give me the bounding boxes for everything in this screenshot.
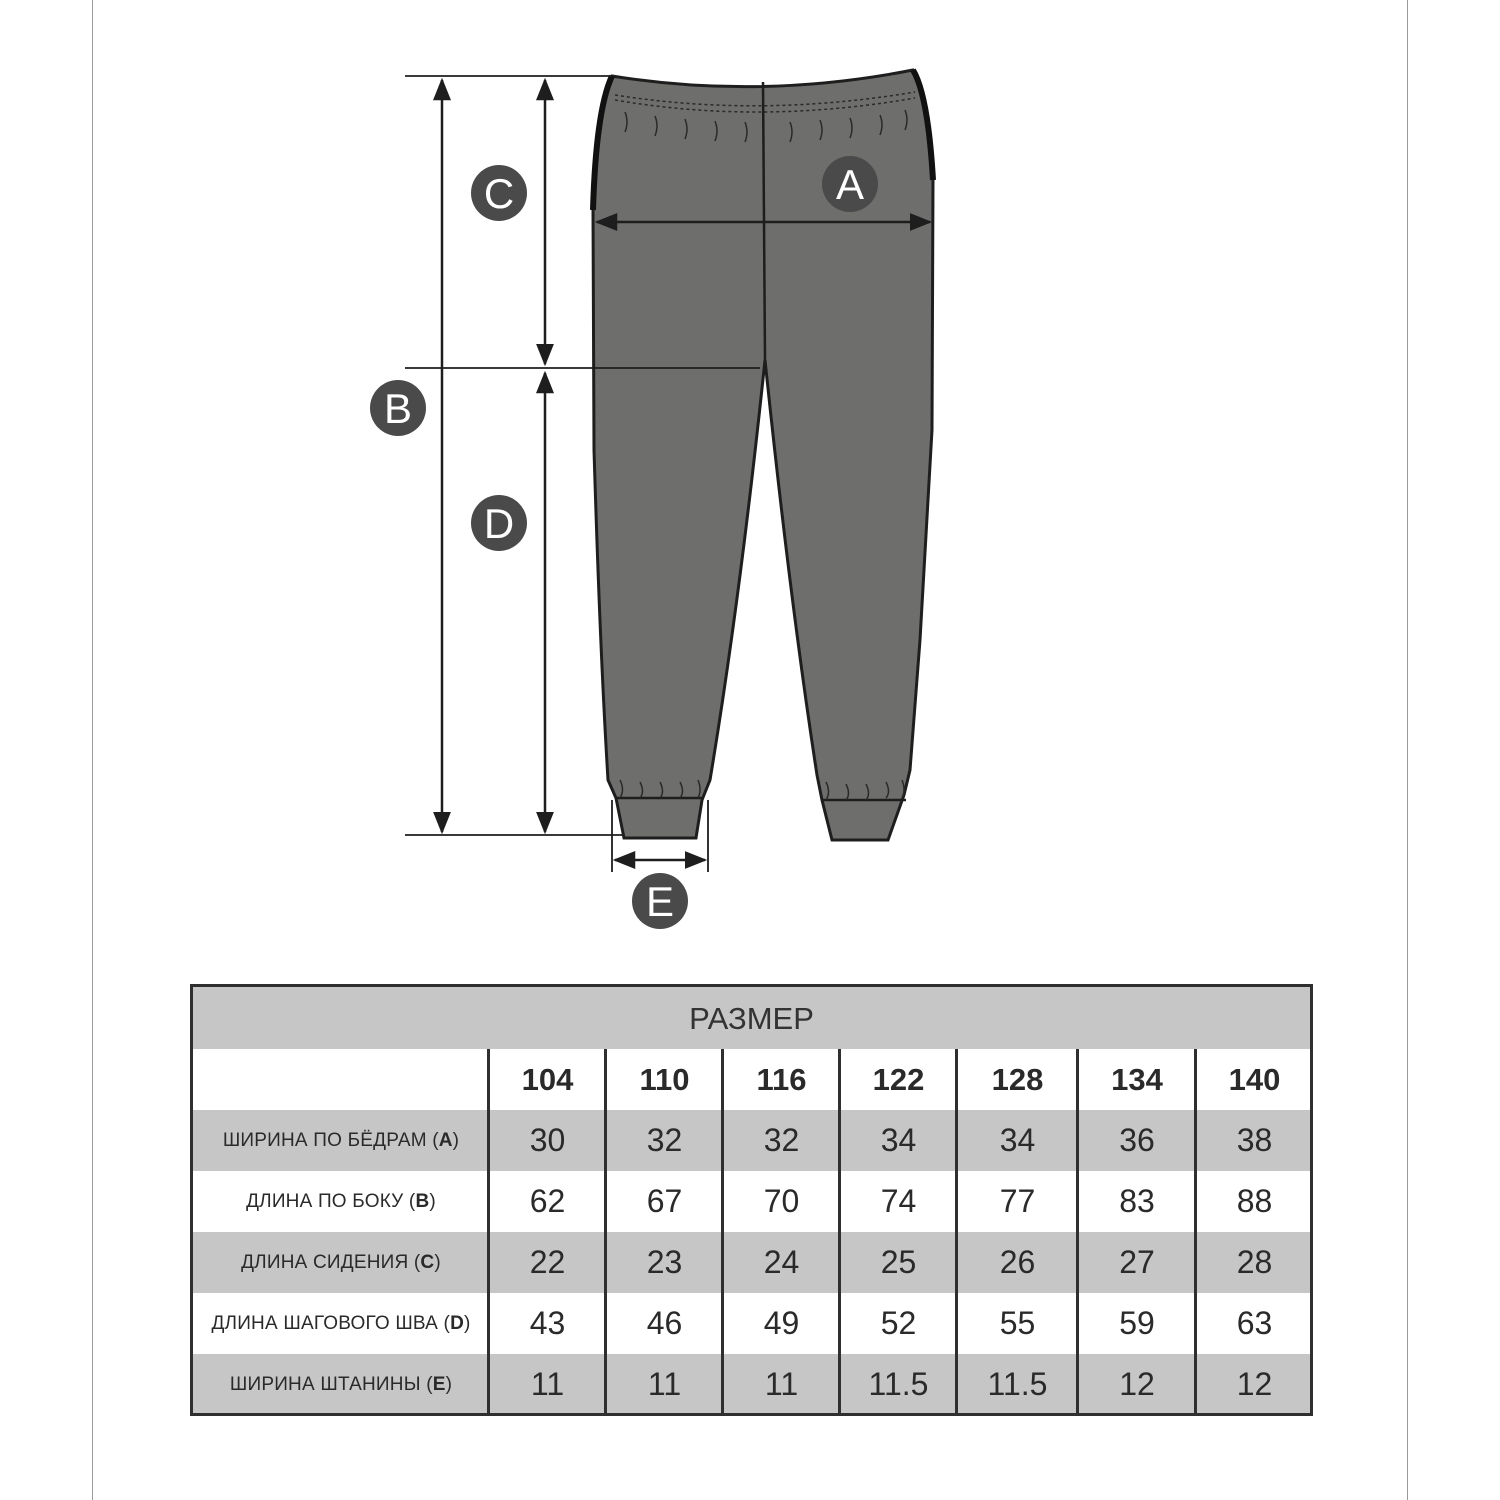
row-label: ДЛИНА ШАГОВОГО ШВА ( D ) — [211, 1312, 471, 1334]
value-cell: 55 — [999, 1305, 1036, 1341]
row-label-text: ШИРИНА ШТАНИНЫ — [229, 1373, 421, 1395]
value-cell: 11 — [764, 1366, 799, 1402]
value-cell: 77 — [999, 1183, 1036, 1219]
value-cell: 11.5 — [868, 1366, 929, 1402]
value-cell: 11.5 — [987, 1366, 1048, 1402]
value-cell: 24 — [763, 1244, 800, 1280]
value-cell: 74 — [880, 1183, 917, 1219]
row-label-text: ДЛИНА ШАГОВОГО ШВА — [211, 1312, 439, 1334]
value-cell: 11 — [530, 1366, 565, 1402]
value-cell: 59 — [1119, 1305, 1155, 1341]
badge-d — [471, 495, 527, 551]
column-divider — [487, 1049, 490, 1416]
size-header-cell: 128 — [991, 1061, 1044, 1097]
value-cell: 46 — [646, 1305, 683, 1341]
table-title: РАЗМЕР — [193, 987, 1310, 1049]
value-cell: 34 — [880, 1122, 917, 1158]
row-label-text: ШИРИНА ПО БЁДРАМ — [222, 1129, 427, 1151]
table-row — [193, 1171, 1310, 1232]
size-header-cell: 110 — [639, 1061, 690, 1097]
value-cell: 28 — [1236, 1244, 1273, 1280]
value-cell: 49 — [763, 1305, 800, 1341]
size-header-cell: 116 — [756, 1061, 807, 1097]
size-header-row — [193, 1049, 1310, 1110]
value-cell: 67 — [646, 1183, 683, 1219]
size-header-cell: 140 — [1228, 1061, 1281, 1097]
row-label-code: B — [415, 1190, 430, 1212]
badge-c — [471, 165, 527, 221]
value-cell: 36 — [1119, 1122, 1155, 1158]
value-cell: 12 — [1236, 1366, 1273, 1402]
badge-a — [822, 156, 878, 212]
value-cell: 43 — [529, 1305, 566, 1341]
size-header-cell: 104 — [521, 1061, 574, 1097]
row-label: ШИРИНА ШТАНИНЫ ( E ) — [229, 1373, 453, 1395]
table-row — [193, 1232, 1310, 1293]
row-label-text: ДЛИНА ПО БОКУ — [246, 1190, 404, 1212]
badge-e-text: E — [645, 878, 675, 925]
row-label: ДЛИНА ПО БОКУ ( B ) — [246, 1190, 436, 1212]
size-header-cell: 122 — [872, 1061, 925, 1097]
size-header-cell: 134 — [1111, 1061, 1163, 1097]
row-label-code: A — [438, 1129, 453, 1151]
badge-a-text: A — [835, 161, 865, 208]
pants-illustration — [593, 70, 933, 840]
row-label-code: D — [450, 1312, 464, 1334]
value-cell: 34 — [999, 1122, 1036, 1158]
badge-c-text: C — [483, 170, 515, 217]
column-divider — [721, 1049, 724, 1416]
value-cell: 12 — [1119, 1366, 1155, 1402]
value-cell: 63 — [1236, 1305, 1273, 1341]
row-label: ДЛИНА СИДЕНИЯ ( C ) — [241, 1251, 441, 1273]
value-cell: 62 — [529, 1183, 566, 1219]
value-cell: 26 — [999, 1244, 1036, 1280]
value-cell: 38 — [1236, 1122, 1273, 1158]
column-divider — [955, 1049, 958, 1416]
value-cell: 52 — [880, 1305, 917, 1341]
value-cell: 11 — [647, 1366, 682, 1402]
table-row — [193, 1293, 1310, 1354]
badge-d-text: D — [483, 500, 515, 547]
table-row — [193, 1110, 1310, 1171]
row-label-code: E — [432, 1373, 446, 1395]
value-cell: 83 — [1119, 1183, 1155, 1219]
row-label-text: ДЛИНА СИДЕНИЯ — [241, 1251, 409, 1273]
column-divider — [1194, 1049, 1197, 1416]
badge-e — [632, 873, 688, 929]
value-cell: 22 — [529, 1244, 566, 1280]
value-cell: 23 — [646, 1244, 683, 1280]
value-cell: 30 — [529, 1122, 566, 1158]
column-divider — [604, 1049, 607, 1416]
value-cell: 25 — [880, 1244, 917, 1280]
value-cell: 32 — [646, 1122, 683, 1158]
table-row — [193, 1354, 1310, 1415]
row-label-code: C — [420, 1251, 435, 1273]
value-cell: 70 — [763, 1183, 800, 1219]
column-divider — [838, 1049, 841, 1416]
value-cell: 27 — [1119, 1244, 1155, 1280]
value-cell: 88 — [1236, 1183, 1273, 1219]
column-divider — [1076, 1049, 1079, 1416]
badge-b — [370, 380, 426, 436]
badge-b-text: B — [383, 385, 413, 432]
size-table — [190, 984, 1313, 1416]
value-cell: 32 — [763, 1122, 800, 1158]
row-label: ШИРИНА ПО БЁДРАМ ( A ) — [222, 1129, 460, 1151]
